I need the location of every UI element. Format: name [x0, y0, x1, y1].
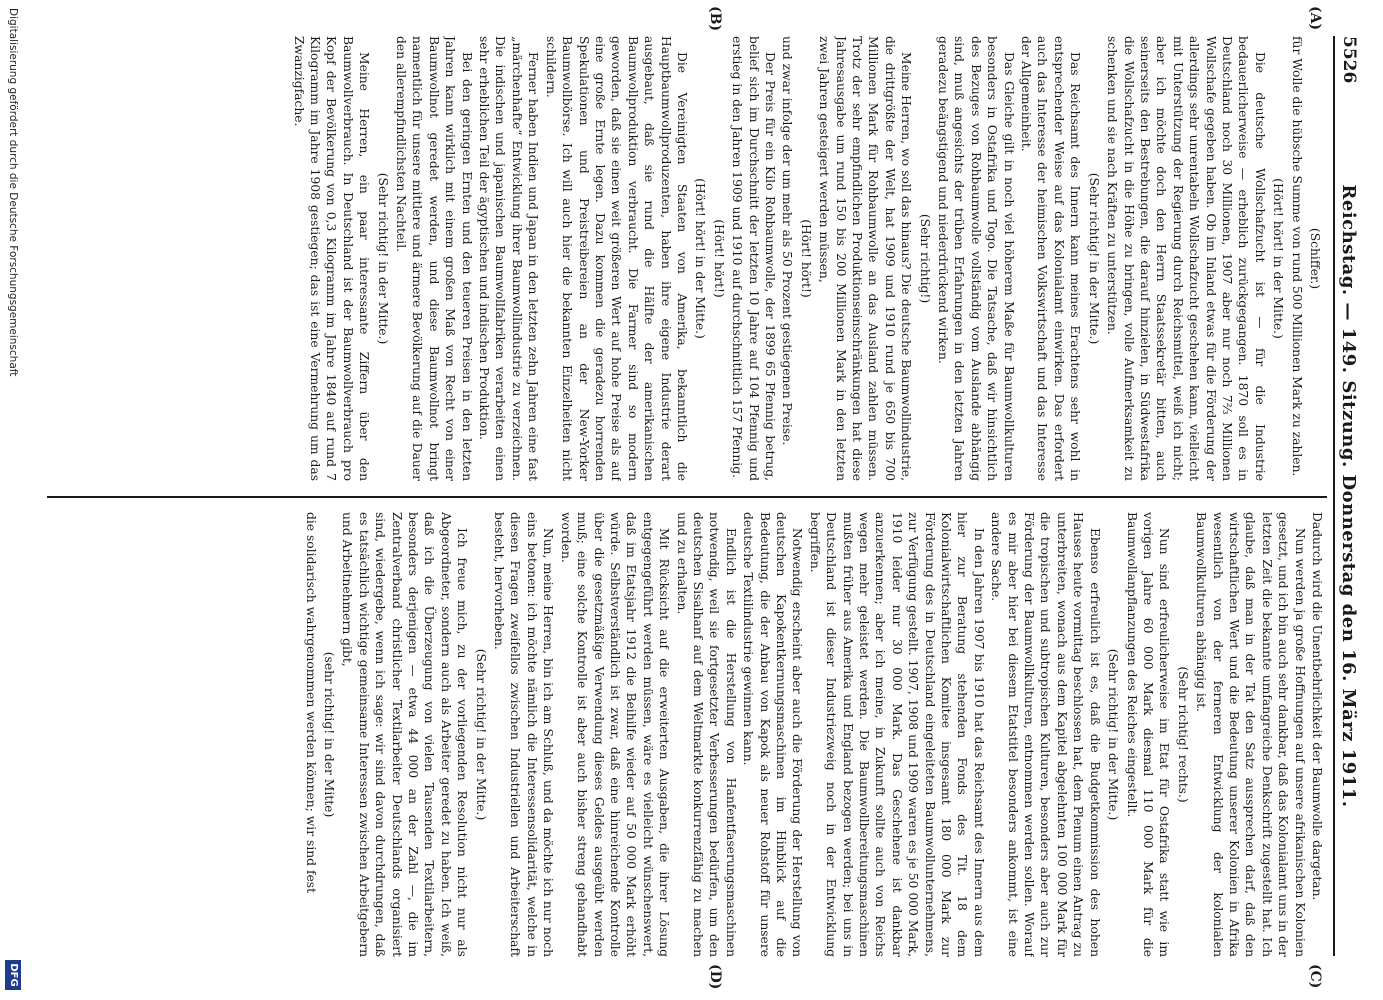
margin-marker-a: (A) — [1307, 6, 1323, 31]
paragraph: Das Reichsamt des Innern kann meines Erachtens sehr wohl in entsprechender Weise auf das Kolonialamt einwirken. Das erfordert auch das Interesse der heimischen Volkswirtschaft und das Interesse der Allgemeinheit. — [1019, 36, 1083, 481]
paragraph: Mit Rücksicht auf die erweiterten Ausgaben, die ihrer Lösung entgegengeführt werden müssen, wäre es vielleicht wünschenswert, daß im Etatsjahr 1912 die Beihilfe wieder auf 50 000 Mark erhöht würde. Selbstverständlich ist zwar, daß eine hinreichende Kontrolle über die gesetzmäßige Verwendung dieses Geldes ausgeübt werden muß; eine solche Kontrolle ist aber auch bisher streng gehandhabt worden. — [558, 512, 672, 957]
paragraph: Meine Herren, wo soll das hinaus? Die deutsche Baumwollindustrie, die drittgrößte der Welt, hat 1909 und 1910 rund je 650 bis 700 Millionen Mark für Rohbaumwolle an das Ausland zahlen müssen. Trotz der sehr empfindlichen Produktionseinschränkungen hat diese Jahresausgabe um rund 150 bis 200 Millionen Mark in den letzten zwei Jahren gesteigert werden müssen, — [817, 36, 914, 481]
paragraph: und zwar infolge der um mehr als 50 Prozent gestiegenen Preise. — [780, 36, 795, 446]
paragraph: Ebenso erfreulich ist es, daß die Budgetkommission des hohen Hauses heute vormittag beschlossen hat, dem Plenum einen Antrag zu unterbreiten, wonach aus dem Kapitel abgelehnten 100 000 Mark für die tropischen und subtropischen Kulturen, besonders aber auch zur Förderung der Baumwollkulturen, entnommen werden sollen. Worauf es mir aber hier bei diesem Etatstitel besonders ankommt, ist eine andere Sache. — [989, 512, 1102, 957]
session-title: Reichstag. — 149. Sitzung. Donnerstag den 16. März 1911. — [1338, 184, 1359, 808]
interjection: (sehr richtig! in der Mitte) — [322, 651, 337, 818]
interjection: (Sehr richtig! in der Mitte.) — [1086, 172, 1101, 345]
paragraph: Das Gleiche gilt in noch viel höherem Maße für Baumwollkulturen besonders in Ostafrika und Togo. Die Tatsache, daß wir hinsichtlich des Bezuges von Rohbaumwolle vollständig vom Auslande abhängig sind, muß angesichts der trüben Erfahrungen in den letzten Jahren geradezu beängstigend und niederdrückend wirken. — [936, 36, 1016, 481]
margin-marker-b: (B) — [707, 6, 723, 32]
header-rule — [1333, 36, 1335, 956]
funding-note: Digitalisierung gefördert durch die Deutsche Forschungsgemeinschaft — [7, 8, 19, 377]
page-number: 5526 — [1339, 36, 1359, 84]
paragraph: Notwendig erscheint aber auch die Förderung der Herstellung von deutschen Kapokentkernungsmaschinen im Hinblick auf die Bedeutung, die der Anbau von Kapok als neuer Rohstoff für unsere deutsche Textilindustrie gewinnen kann. — [741, 512, 805, 957]
interjection: (Schiffer.) — [1308, 227, 1322, 290]
paragraph: Die deutsche Wollschafzucht ist — für die Industrie bedauerlicherweise — erheblich zurückgegangen. 1870 soll es in Deutschland noch 30 Millionen, 1907 aber nur noch 7⅔ Millionen Wollschafe gegeben haben. Ob im Inland etwas für die Förderung der allerdings sehr unrentabeln Wollschafzucht geschehen kann, vielleicht mit Unterstützung der Regierung durch Reichsmittel, weiß ich nicht; aber ich möchte doch den Herrn Staatssekretär bitten, auch seinerseits den Bestrebungen, die darauf hinzielen, in Südwestafrika die Wollschafzucht in die Höhe zu bringen, volle Aufmerksamkeit zu schenken und sie nach Kräften zu unterstützen. — [1105, 36, 1267, 481]
dfg-logo: DFG — [5, 960, 21, 990]
column-divider — [47, 496, 1327, 498]
paragraph: Der Preis für ein Kilo Rohbaumwolle, der 1899 65 Pfennig betrug, belief sich im Durchschnitt der letzten 10 Jahre auf 104 Pfennig und erstieg in den Jahren 1909 und 1910 auf durchschnittlich 157 Pfennig. — [730, 36, 777, 481]
paragraph: für Wolle die hübsche Summe von rund 500 Millionen Mark zu zahlen. — [1289, 36, 1304, 477]
page-header — [1323, 36, 1365, 956]
interjection: (Hört! hört!) — [798, 219, 813, 298]
paragraph: Nun sind erfreulicherweise im Etat für Ostafrika statt wie im vorigen Jahre 60 000 Mark diesmal 110 000 Mark für die Baumwollanpflanzungen des Reiches eingestellt. — [1124, 512, 1172, 957]
interjection: (Sehr richtig!) — [917, 213, 932, 304]
paragraph: Ferner haben Indien und Japan in den letzten zehn Jahren eine fast „märchenhafte“ Entwicklung ihrer Baumwollindustrie zu verzeichnen. Die indischen und japanischen Baumwollfabriken verarbeiten einen sehr erheblichen Teil der ägyptischen und indischen Produktion. — [477, 36, 541, 481]
paragraph: Nun werden ja große Hoffnungen auf unsere afrikanischen Kolonien gesetzt, und ich bin auch sehr dankbar, daß das Kolonialamt uns in der letzten Zeit die bekannte umfangreiche Denkschrift zugestellt hat. Ich glaube, daß man in der Tat den Satz aussprechen darf, daß den wirtschaftlichen Wert und die Bedeutung unserer Kolonien in Afrika wesentlich von der ferneren Entwicklung der kolonialen Baumwollkulturen abhängig ist. — [1194, 512, 1307, 957]
margin-marker-d: (D) — [707, 964, 723, 990]
interjection: (Hört! hört! in der Mitte.) — [693, 178, 708, 339]
paragraph: Nun, meine Herren, bin ich am Schluß, und da möchte ich nur noch eins betonen: ich möchte nämlich die Interessensolidarität, welche in diesen Fragen zweifellos zwischen Industriellen und Arbeiterschaft besteht, hervorheben. — [492, 512, 556, 957]
interjection: (Sehr richtig! in der Mitte.) — [375, 172, 390, 345]
paragraph: Dadurch wird die Unentbehrlichkeit der Baumwolle dargetan. — [1310, 512, 1324, 901]
paragraph: Bei den geringen Ernten und den teueren Preisen in den letzten Jahren kann wirklich mit einem großen Maß von Recht von einer Baumwollnot geredet werden, und diese Baumwollnot bringt namentlich für unsere mittlere und ärmere Bevölkerung auf die Dauer den allerempfindlichsten Nachteil. — [394, 36, 474, 481]
interjection: (Sehr richtig! in der Mitte.) — [473, 648, 488, 821]
right-text-column — [50, 512, 1325, 957]
margin-marker-c: (C) — [1307, 964, 1323, 989]
interjection: (Hört! hört!) — [711, 219, 726, 298]
interjection: (Sehr richtig! rechts.) — [1175, 666, 1190, 803]
paragraph: In den Jahren 1907 bis 1910 hat das Reichsamt des Innern aus dem hier zur Beratung stehenden Fonds des Tit. 18 dem Kolonialwirtschaftlichen Komitee insgesamt 180 000 Mark zur Förderung des in Deutschland eingeleiteten Baumwollunternehmens, zur Verfügung gestellt. 1907, 1908 und 1909 waren es je 50 000 Mark, 1910 leider nur 30 000 Mark. Das Geschehene ist dankbar anzuerkennen; aber ich meine, in Zukunft sollte auch von Reichs wegen mehr geleistet werden. Die Baumwollbereitungsmaschinen mußten früher aus Amerika und England bezogen werden; bei uns in Deutschland ist dieser Industriezweig noch in der Entwicklung begriffen. — [807, 512, 986, 957]
paragraph: die solidarisch wahrgenommen werden können; wir sind fest — [303, 512, 318, 894]
interjection: (Sehr richtig! in der Mitte.) — [1106, 648, 1121, 821]
paragraph: Die Vereinigten Staaten von Amerika, bekanntlich die Hauptbaumwollproduzenten, haben ihre eigene Industrie derart ausgebaut, daß sie rund die Hälfte der amerikanischen Baumwollproduktion verbraucht. Die Farmer sind so modern geworden, daß sie einen weit größeren Wert auf hohe Preise als auf eine große Ernte legen. Dazu kommen die geradezu horrenden Spekulationen und Preistreibereien an der New-Yorker Baumwollbörse. Ich will auch hier die bekannten Einzelheiten nicht schildern. — [543, 36, 689, 481]
digitization-footer — [1, 0, 23, 1000]
paragraph: Ich freue mich, zu der vorliegenden Resolution nicht nur als Abgeordneter, sondern auch als Arbeiter geredet zu haben. Ich weiß, daß ich die Überzeugung von vielen Tausenden Textilarbeitern, besonders derjenigen — etwa 44 000 an der Zahl —, die im Zentralverband christlicher Textilarbeiter Deutschlands organisiert sind, wiedergebe, wenn ich sage: wir sind davon durchdrungen, daß es tatsächlich wichtige gemeinsame Interessen zwischen Arbeitgebern und Arbeitnehmern gibt, — [340, 512, 470, 957]
paragraph: Meine Herren, ein paar interessante Ziffern über den Baumwollverbrauch. In Deutschland ist der Baumwollverbrauch pro Kopf der Bevölkerung von 0,3 Kilogramm im Jahre 1840 auf rund 7 Kilogramm im Jahre 1908 gestiegen; das ist eine Vermehrung um das Zwanzigfache. — [291, 36, 372, 481]
interjection: (Hört! hört! in der Mitte.) — [1271, 178, 1286, 339]
left-text-column — [50, 36, 1325, 481]
paragraph: Endlich ist die Herstellung von Hanfentfaserungsmaschinen notwendig, weil sie fortgesetzter Verbesserungen bedürfen, um den deutschen Sisalhanf auf dem Weltmarkte konkurrenzfähig zu machen und zu erhalten. — [674, 512, 738, 957]
